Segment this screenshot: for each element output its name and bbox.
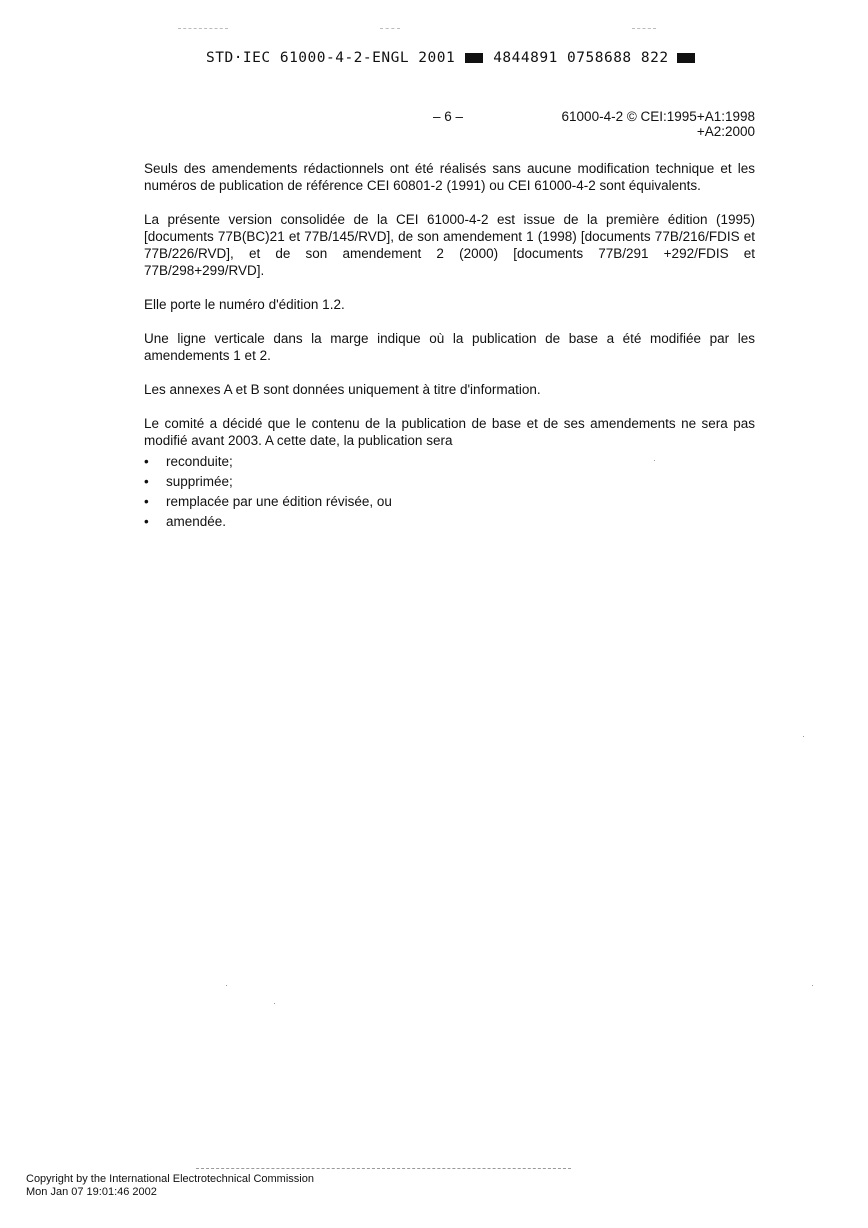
scan-speck — [654, 460, 655, 461]
list-item-text: reconduite; — [166, 454, 233, 469]
paragraph-amendments: Seuls des amendements rédactionnels ont été réalisés sans aucune modification technique et les numéros de publication de référence CEI 60801-2 (1991) ou CEI 61000-4-2 sont équivalents. — [144, 161, 755, 193]
footer-divider — [196, 1168, 571, 1169]
scan-speck — [274, 1003, 275, 1004]
bullet-list — [144, 452, 755, 532]
list-item — [144, 452, 755, 472]
paragraph-committee-decision: Le comité a décidé que le contenu de la publication de base et de ses amendements ne sera pas modifié avant 2003. A cette date, la publication sera — [144, 416, 755, 448]
scan-artifact — [632, 28, 656, 29]
scan-speck — [226, 985, 227, 986]
paragraph-annexes: Les annexes A et B sont données uniquement à titre d'information. — [144, 382, 541, 397]
paragraph-edition-number: Elle porte le numéro d'édition 1.2. — [144, 297, 345, 312]
document-stamp — [206, 50, 736, 66]
list-item — [144, 472, 755, 492]
stamp-block-mark — [677, 53, 695, 63]
footer-copyright: Copyright by the International Electrotechnical Commission — [26, 1173, 314, 1185]
scan-speck — [812, 985, 813, 986]
list-item-text: amendée. — [166, 514, 227, 529]
bullet-icon: • — [144, 514, 149, 529]
scan-speck — [803, 736, 804, 737]
scan-artifact — [178, 28, 228, 29]
list-item — [144, 492, 755, 512]
header-reference-line1: 61000-4-2 © CEI:1995+A1:1998 — [561, 109, 755, 124]
footer-timestamp: Mon Jan 07 19:01:46 2002 — [26, 1186, 157, 1198]
header-reference — [562, 109, 755, 139]
list-item-text: remplacée par une édition révisée, ou — [166, 494, 392, 509]
bullet-icon: • — [144, 494, 149, 509]
footer — [26, 1173, 314, 1199]
paragraph-consolidated-version: La présente version consolidée de la CEI 61000-4-2 est issue de la première édition (1995) [documents 77B(BC)21 et 77B/145/RVD], de son amendement 1 (1998) [documents 77B/216/FDIS et 77B/226/RVD], et de son amendement 2 (2000) [documents 77B/291 +292/FDIS et 77B/298+299/RVD]. — [144, 212, 755, 278]
paragraph-vertical-line: Une ligne verticale dans la marge indique où la publication de base a été modifiée par les amendements 1 et 2. — [144, 331, 755, 363]
document-body — [144, 160, 755, 532]
page-number: – 6 – — [433, 109, 464, 124]
header-reference-line2: +A2:2000 — [696, 124, 755, 139]
list-item-text: supprimée; — [166, 474, 233, 489]
stamp-serial: 4844891 0758688 822 — [493, 50, 669, 66]
bullet-icon: • — [144, 454, 149, 469]
stamp-standard-id: STD·IEC 61000-4-2-ENGL 2001 — [206, 50, 456, 66]
scan-artifact — [380, 28, 400, 29]
stamp-block-mark — [465, 53, 483, 63]
bullet-icon: • — [144, 474, 149, 489]
list-item — [144, 512, 755, 532]
